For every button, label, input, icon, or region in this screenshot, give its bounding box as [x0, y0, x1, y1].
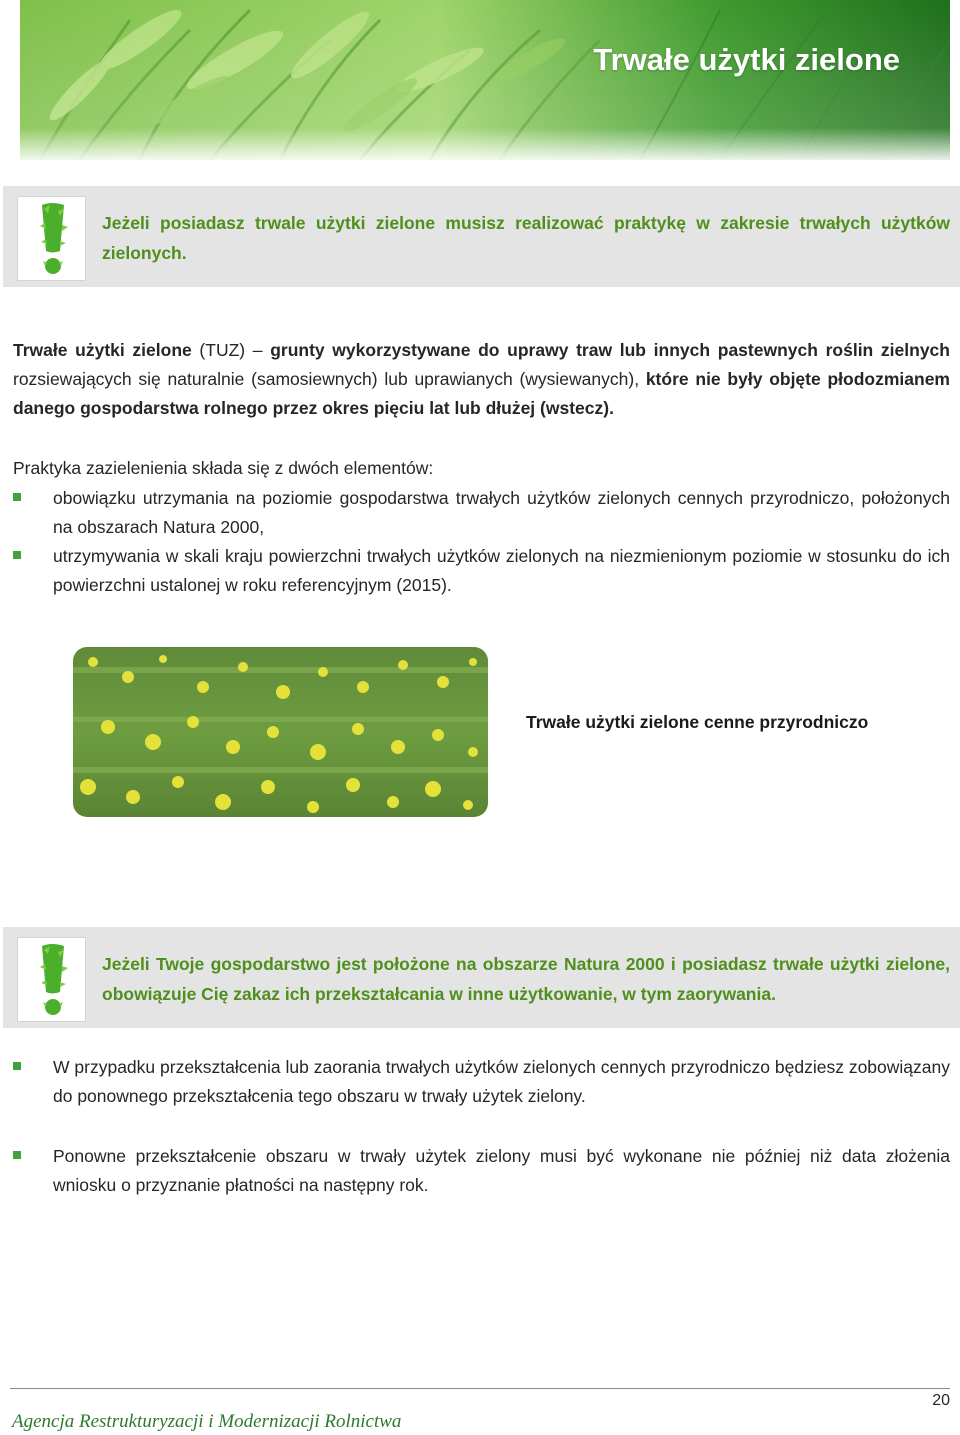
greening-intro: Praktyka zazielenienia składa się z dwóch elementów:: [13, 458, 434, 478]
notice-box-natura-2000: [3, 927, 960, 1028]
agency-name: Agencja Restrukturyzacji i Modernizacji Rolnictwa: [12, 1411, 402, 1432]
list-item: [13, 484, 950, 542]
footer-divider: [10, 1388, 950, 1389]
meadow-caption: Trwałe użytki zielone cenne przyrodniczo: [526, 712, 869, 732]
tuz-definition: [13, 336, 950, 423]
notice-text: Jeżeli Twoje gospodarstwo jest położone na obszarze Natura 2000 i posiadasz trwałe użytki zielone, obowiązuje Cię zakaz ich przekształcania w inne użytkowanie, w tym zaorywania.: [102, 954, 950, 1004]
page-number: 20: [932, 1392, 950, 1409]
list-item: [13, 1142, 950, 1200]
definition-part-1: grunty wykorzystywane do uprawy traw lub innych pastewnych roślin zielnych: [270, 340, 950, 360]
green-square-bullet-icon: [13, 493, 21, 501]
list-item: [13, 542, 950, 600]
list-item-text: Ponowne przekształcenie obszaru w trwały użytek zielony musi być wykonane nie później niż data złożenia wniosku o przyznanie płatności na następny rok.: [53, 1146, 950, 1195]
list-item-text: utrzymywania w skali kraju powierzchni trwałych użytków zielonych na niezmienionym poziomie w stosunku do ich powierzchni ustalonej w roku referencyjnym (2015).: [53, 546, 950, 595]
notice-box-farm-obligation: [3, 186, 960, 287]
greening-elements-list: [13, 484, 950, 600]
conversion-rules-list: [13, 1053, 950, 1231]
list-item-text: obowiązku utrzymania na poziomie gospodarstwa trwałych użytków zielonych cennych przyrodniczo, położonych na obszarach Natura 2000,: [53, 488, 950, 537]
green-square-bullet-icon: [13, 1151, 21, 1159]
notice-text: Jeżeli posiadasz trwale użytki zielone musisz realizować praktykę w zakresie trwałych użytków zielonych.: [102, 213, 950, 263]
definition-abbrev: (TUZ) –: [191, 340, 271, 360]
exclamation-leaf-icon: [17, 196, 86, 281]
definition-term: Trwałe użytki zielone: [13, 340, 192, 360]
definition-part-2: rozsiewających się naturalnie (samosiewnych) lub uprawianych (wysiewanych),: [13, 369, 646, 389]
green-square-bullet-icon: [13, 1062, 21, 1070]
page-title: Trwałe użytki zielone: [593, 42, 900, 77]
definition-part-3: które nie były objęte płodozmianem danego gospodarstwa rolnego przez okres pięciu lat lub dłużej (wstecz).: [13, 369, 950, 418]
exclamation-leaf-icon: [17, 937, 86, 1022]
list-item: [13, 1053, 950, 1111]
list-item-text: W przypadku przekształcenia lub zaorania trwałych użytków zielonych cennych przyrodniczo będziesz zobowiązany do ponownego przekształcenia tego obszaru w trwały użytek zielony.: [53, 1057, 950, 1106]
header-banner: [20, 0, 950, 160]
meadow-photo: [73, 647, 488, 817]
wheat-field-image: [20, 0, 950, 160]
green-square-bullet-icon: [13, 551, 21, 559]
